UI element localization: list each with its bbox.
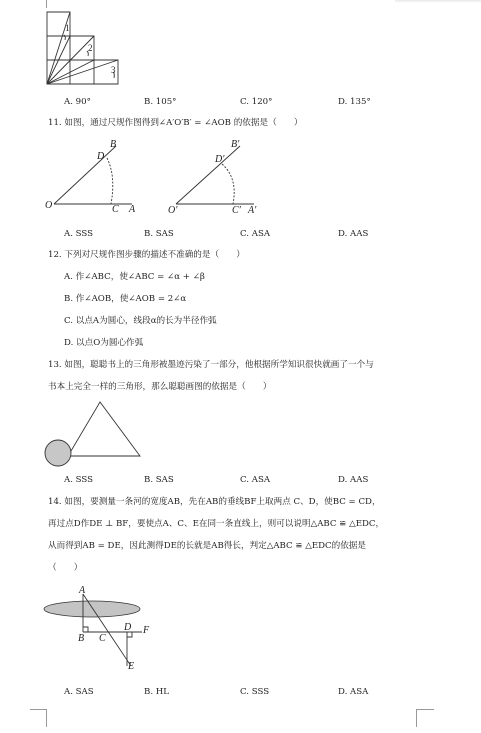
q11-right-label-a: A′ <box>248 205 257 216</box>
q13-stem-line2: 书本上完全一样的三角形，那么聪聪画图的依据是（ ） <box>48 382 272 392</box>
q10-option-a[interactable]: A. 90° <box>64 97 91 107</box>
q11-right-label-o: O′ <box>168 205 178 216</box>
crop-mark-bottom-left-h <box>30 709 47 710</box>
q14-label-a: A <box>79 585 86 596</box>
q14-option-d[interactable]: D. ASA <box>338 687 369 697</box>
crop-mark-top-left-v <box>46 0 47 8</box>
q10-label-1: 1 <box>65 23 70 33</box>
q11-option-c[interactable]: C. ASA <box>240 229 271 239</box>
q13-option-c[interactable]: C. ASA <box>240 475 271 485</box>
q11-left-label-d: D <box>97 151 105 162</box>
crop-mark-bottom-right-v <box>416 709 417 727</box>
q11-option-b[interactable]: B. SAS <box>144 229 174 239</box>
q11-option-d[interactable]: D. AAS <box>338 229 369 239</box>
q12-option-d[interactable]: D. 以点O为圆心作弧 <box>64 338 144 348</box>
q10-label-2: 2 <box>88 43 93 53</box>
q14-label-e: E <box>128 661 135 672</box>
q14-stem-line1: 14. 如图，要测量一条河的宽度AB，先在AB的垂线BF上取两点 C、D，使BC = CD， <box>48 497 381 507</box>
q14-label-c: C <box>99 633 106 644</box>
q10-label-3: 3 <box>111 65 116 75</box>
q14-option-c[interactable]: C. SSS <box>240 687 270 697</box>
q11-left-label-a: A <box>129 204 136 215</box>
ink-blot <box>45 440 71 466</box>
q13-option-d[interactable]: D. AAS <box>338 475 369 485</box>
crop-mark-bottom-right-h <box>416 709 434 710</box>
q10-option-c[interactable]: C. 120° <box>240 97 273 107</box>
q12-option-b[interactable]: B. 作∠AOB，使∠AOB = 2∠α <box>64 294 187 304</box>
q13-ink-triangle-figure <box>42 398 152 470</box>
q14-label-b: B <box>78 633 85 644</box>
top-right-shadow <box>395 0 481 3</box>
q14-option-a[interactable]: A. SAS <box>64 687 94 697</box>
q14-stem-line3: 从而得到AB = DE，因此测得DE的长就是AB得长，判定△ABC ≌ △EDC的依据是 <box>48 541 366 551</box>
q12-stem: 12. 下列对尺规作图步骤的描述不准确的是（ ） <box>48 250 245 260</box>
river <box>44 601 140 617</box>
q10-option-d[interactable]: D. 135° <box>338 97 371 107</box>
q13-stem-line1: 13. 如图，聪聪书上的三角形被墨迹污染了一部分，他根据所学知识很快就画了一个与 <box>48 360 374 370</box>
q14-stem-line4: （ ） <box>48 563 83 573</box>
q11-option-a[interactable]: A. SSS <box>64 229 94 239</box>
q11-stem: 11. 如图，通过尺规作图得到∠A′O′B′ = ∠AOB 的依据是（ ） <box>48 118 303 128</box>
crop-mark-bottom-left-v <box>46 709 47 727</box>
q11-left-label-o: O <box>45 200 53 211</box>
q11-left-label-c: C <box>112 204 119 215</box>
q13-option-a[interactable]: A. SSS <box>64 475 94 485</box>
q11-right-label-c: C′ <box>232 205 241 216</box>
q11-right-label-d: D′ <box>215 154 225 165</box>
q10-option-b[interactable]: B. 105° <box>144 97 177 107</box>
q12-option-a[interactable]: A. 作∠ABC，使∠ABC = ∠α + ∠β <box>64 272 205 282</box>
q14-option-b[interactable]: B. HL <box>144 687 169 697</box>
q14-label-d: D <box>124 622 132 633</box>
q14-stem-line2: 再过点D作DE ⊥ BF，要使点A、C、E在同一条直线上，则可以说明△ABC ≌ △EDC， <box>48 519 385 529</box>
q13-option-b[interactable]: B. SAS <box>144 475 174 485</box>
q11-left-label-b: B <box>110 139 117 150</box>
q14-label-f: F <box>143 625 150 636</box>
q11-right-label-b: B′ <box>231 139 240 150</box>
q12-option-c[interactable]: C. 以点A为圆心，线段α的长为半径作弧 <box>64 316 217 326</box>
